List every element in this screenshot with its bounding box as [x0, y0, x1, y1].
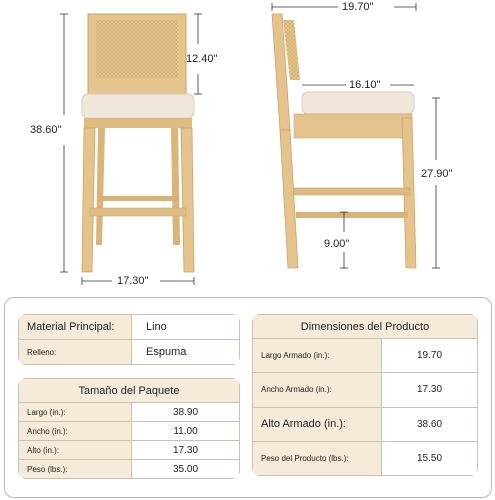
- footrest-height-label: 9.00": [324, 238, 350, 250]
- material-label: Material Principal:: [19, 315, 132, 340]
- table-row-value: 35.00: [132, 460, 240, 479]
- total-height-label: 38.60": [30, 124, 62, 136]
- back-height-label: 12.40": [186, 53, 218, 65]
- side-depth-label: 19.70": [342, 1, 374, 13]
- table-row-label: Alto Armado (in.):: [253, 407, 382, 441]
- table-row-value: 11.00: [132, 422, 240, 441]
- table-row-label: Peso del Producto (lbs.):: [253, 441, 382, 475]
- filling-value: Espuma: [132, 340, 240, 365]
- table-row-label: Ancho Armado (in.):: [253, 373, 382, 407]
- table-row-label: Alto (in.):: [19, 441, 132, 460]
- product-dimensions-table: [252, 314, 478, 476]
- table-row-value: 17.30: [382, 373, 478, 407]
- filling-label: Relleno:: [19, 340, 132, 365]
- front-width-label: 17.30": [117, 275, 149, 287]
- side-dimension-lines: [250, 0, 495, 295]
- seat-height-label: 27.90": [421, 168, 453, 180]
- table-row-label: Largo Armado (in.):: [253, 339, 382, 373]
- table-row-label: Peso (lbs.):: [19, 460, 132, 479]
- table-row-value: 15.50: [382, 441, 478, 475]
- table-row-value: 19.70: [382, 339, 478, 373]
- seat-depth-label: 16.10": [349, 79, 381, 91]
- table-row-value: 38.60: [382, 407, 478, 441]
- table-row-label: Ancho (in.):: [19, 422, 132, 441]
- package-table: [18, 378, 240, 479]
- material-value: Lino: [132, 315, 240, 340]
- material-table: [18, 314, 240, 365]
- table-row-value: 38.90: [132, 403, 240, 422]
- front-dimension-lines: [0, 0, 250, 295]
- table-row-label: Largo (in.):: [19, 403, 132, 422]
- product-table-title: Dimensiones del Producto: [253, 315, 478, 339]
- package-table-title: Tamaño del Paquete: [19, 379, 240, 403]
- table-row-value: 17.30: [132, 441, 240, 460]
